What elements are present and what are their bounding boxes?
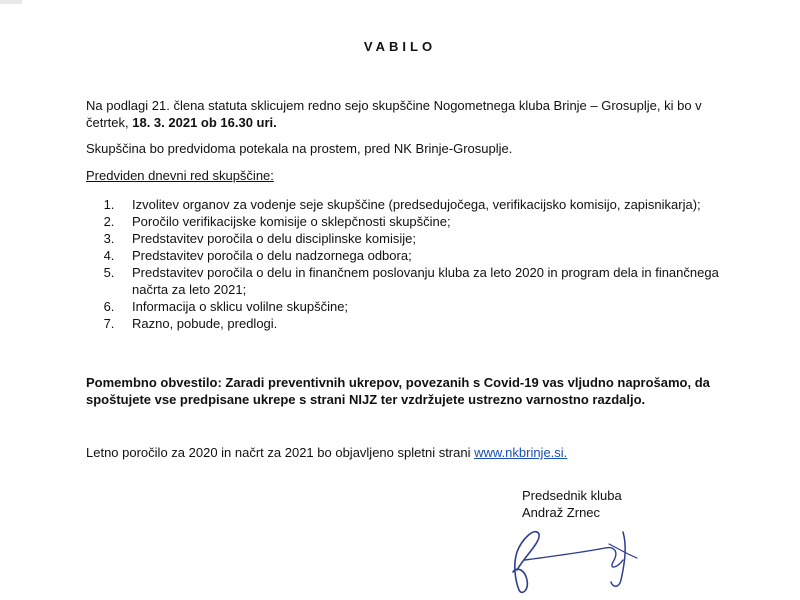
website-link[interactable]: www.nkbrinje.si. — [474, 445, 568, 460]
signer-role: Predsednik kluba — [522, 488, 622, 503]
agenda-item — [86, 264, 726, 298]
signature-block — [522, 487, 622, 521]
agenda-item-number: 4. — [103, 248, 115, 263]
agenda-item-number: 6. — [103, 299, 115, 314]
agenda-item-number: 5. — [103, 265, 115, 280]
scan-artifact — [0, 0, 22, 4]
report-paragraph — [86, 444, 567, 461]
agenda-item-text: Razno, pobude, predlogi. — [132, 316, 278, 331]
agenda-item-text: Izvolitev organov za vodenje seje skupščine (predsedujočega, verifikacijsko komisijo, zapisnikarja); — [132, 197, 701, 212]
agenda-item-text: Predstavitev poročila o delu in finančnem poslovanju kluba za leto 2020 in program dela in finančnega načrta za leto 2021; — [132, 265, 719, 297]
report-text: Letno poročilo za 2020 in načrt za 2021 bo objavljeno spletni strani — [86, 445, 475, 460]
agenda-item-text: Informacija o sklicu volilne skupščine; — [132, 299, 349, 314]
intro-date: 18. 3. 2021 ob 16.30 uri. — [132, 115, 277, 130]
agenda-item — [86, 315, 726, 332]
handwritten-signature — [505, 522, 655, 597]
document-title: VABILO — [363, 39, 437, 54]
agenda-item-number: 3. — [103, 231, 115, 246]
intro-text: Na podlagi 21. člena statuta sklicujem redno sejo skupščine Nogometnega kluba Brinje – Grosuplje, ki bo v četrtek, — [86, 98, 702, 130]
agenda-item — [86, 298, 726, 315]
agenda-list — [86, 196, 726, 332]
agenda-item — [86, 196, 726, 213]
agenda-item-number: 1. — [103, 197, 115, 212]
agenda-item-number: 7. — [103, 316, 115, 331]
location-paragraph: Skupščina bo predvidoma potekala na prostem, pred NK Brinje-Grosuplje. — [86, 141, 513, 156]
agenda-item-text: Predstavitev poročila o delu disciplinske komisije; — [132, 231, 416, 246]
important-notice: Pomembno obvestilo: Zaradi preventivnih ukrepov, povezanih s Covid-19 vas vljudno naprošamo, da spoštujete vse predpisane ukrepe s strani NIJZ ter vzdržujete ustrezno varnostno razdaljo. — [86, 375, 710, 407]
agenda-item-text: Poročilo verifikacijske komisije o sklepčnosti skupščine; — [132, 214, 451, 229]
agenda-heading: Predviden dnevni red skupščine: — [86, 168, 274, 183]
agenda-item-text: Predstavitev poročila o delu nadzornega odbora; — [132, 248, 412, 263]
agenda-item — [86, 247, 726, 264]
signer-name: Andraž Zrnec — [522, 505, 601, 520]
agenda-item-number: 2. — [103, 214, 115, 229]
agenda-item — [86, 213, 726, 230]
intro-paragraph — [86, 97, 726, 131]
agenda-item — [86, 230, 726, 247]
